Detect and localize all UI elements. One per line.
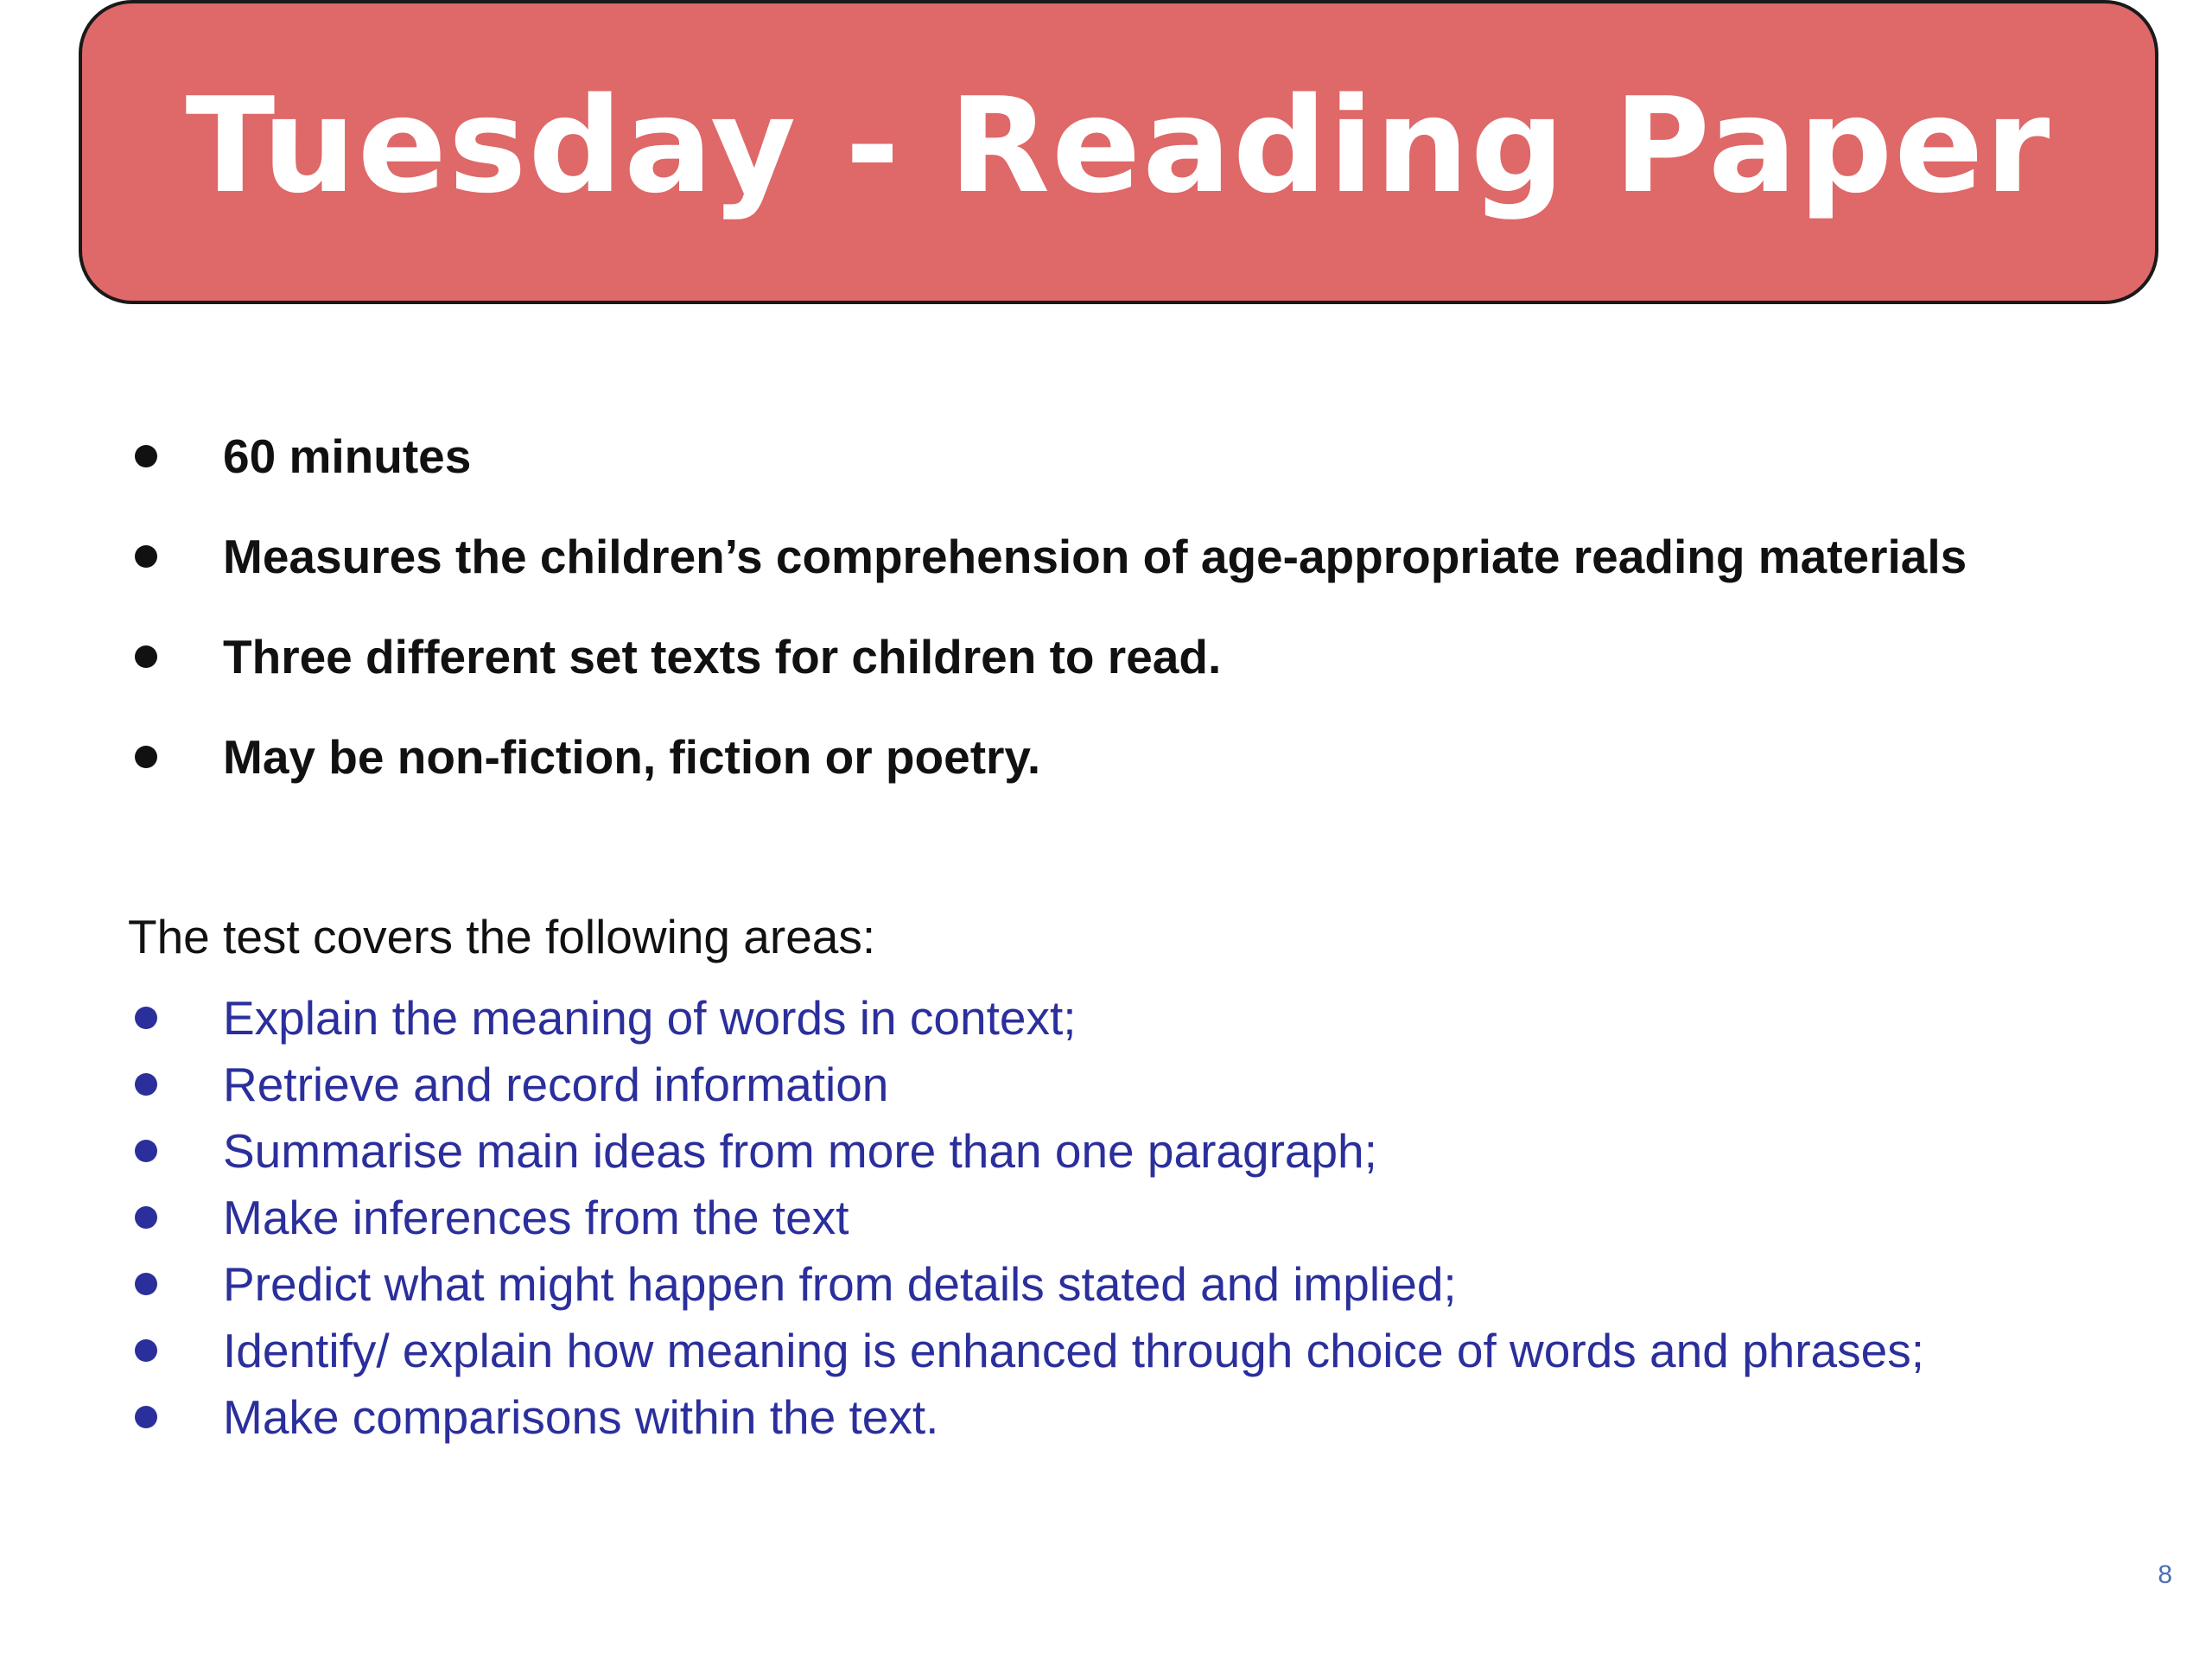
area-text: Predict what might happen from details stated and implied; <box>223 1256 1457 1311</box>
key-point-text: May be non-fiction, fiction or poetry. <box>223 730 1041 784</box>
area-item <box>125 1383 1924 1450</box>
area-text: Make inferences from the text <box>223 1190 849 1244</box>
area-item <box>125 984 1924 1051</box>
bullet-icon <box>135 1273 157 1295</box>
slide-title: Tuesday - Reading Paper <box>185 69 2052 222</box>
area-text: Explain the meaning of words in context; <box>223 990 1077 1045</box>
key-point-text: Three different set texts for children to read. <box>223 630 1222 683</box>
bullet-icon <box>135 1073 157 1096</box>
area-item <box>125 1184 1924 1250</box>
area-item <box>125 1250 1924 1317</box>
bullet-icon <box>135 1406 157 1428</box>
area-text: Summarise main ideas from more than one paragraph; <box>223 1123 1377 1178</box>
bullet-icon <box>135 445 157 467</box>
key-point-item <box>125 607 1967 707</box>
area-item <box>125 1317 1924 1383</box>
key-points-list <box>125 406 1967 807</box>
key-point-item <box>125 707 1967 807</box>
bullet-icon <box>135 645 157 668</box>
bullet-icon <box>135 1206 157 1229</box>
title-banner <box>79 0 2158 304</box>
area-item <box>125 1117 1924 1184</box>
areas-list <box>125 984 1924 1450</box>
page-number: 8 <box>2158 1560 2172 1589</box>
area-text: Identify/ explain how meaning is enhanced through choice of words and phrases; <box>223 1323 1925 1377</box>
area-item <box>125 1051 1924 1117</box>
bullet-icon <box>135 1339 157 1362</box>
bullet-icon <box>135 1140 157 1162</box>
area-text: Retrieve and record information <box>223 1057 889 1111</box>
key-point-text: Measures the children’s comprehension of age-appropriate reading materials <box>223 530 1967 583</box>
key-point-text: 60 minutes <box>223 429 472 483</box>
areas-intro: The test covers the following areas: <box>128 910 876 963</box>
bullet-icon <box>135 1007 157 1029</box>
area-text: Make comparisons within the text. <box>223 1389 939 1444</box>
key-point-item <box>125 506 1967 607</box>
bullet-icon <box>135 545 157 568</box>
bullet-icon <box>135 746 157 768</box>
key-point-item <box>125 406 1967 506</box>
